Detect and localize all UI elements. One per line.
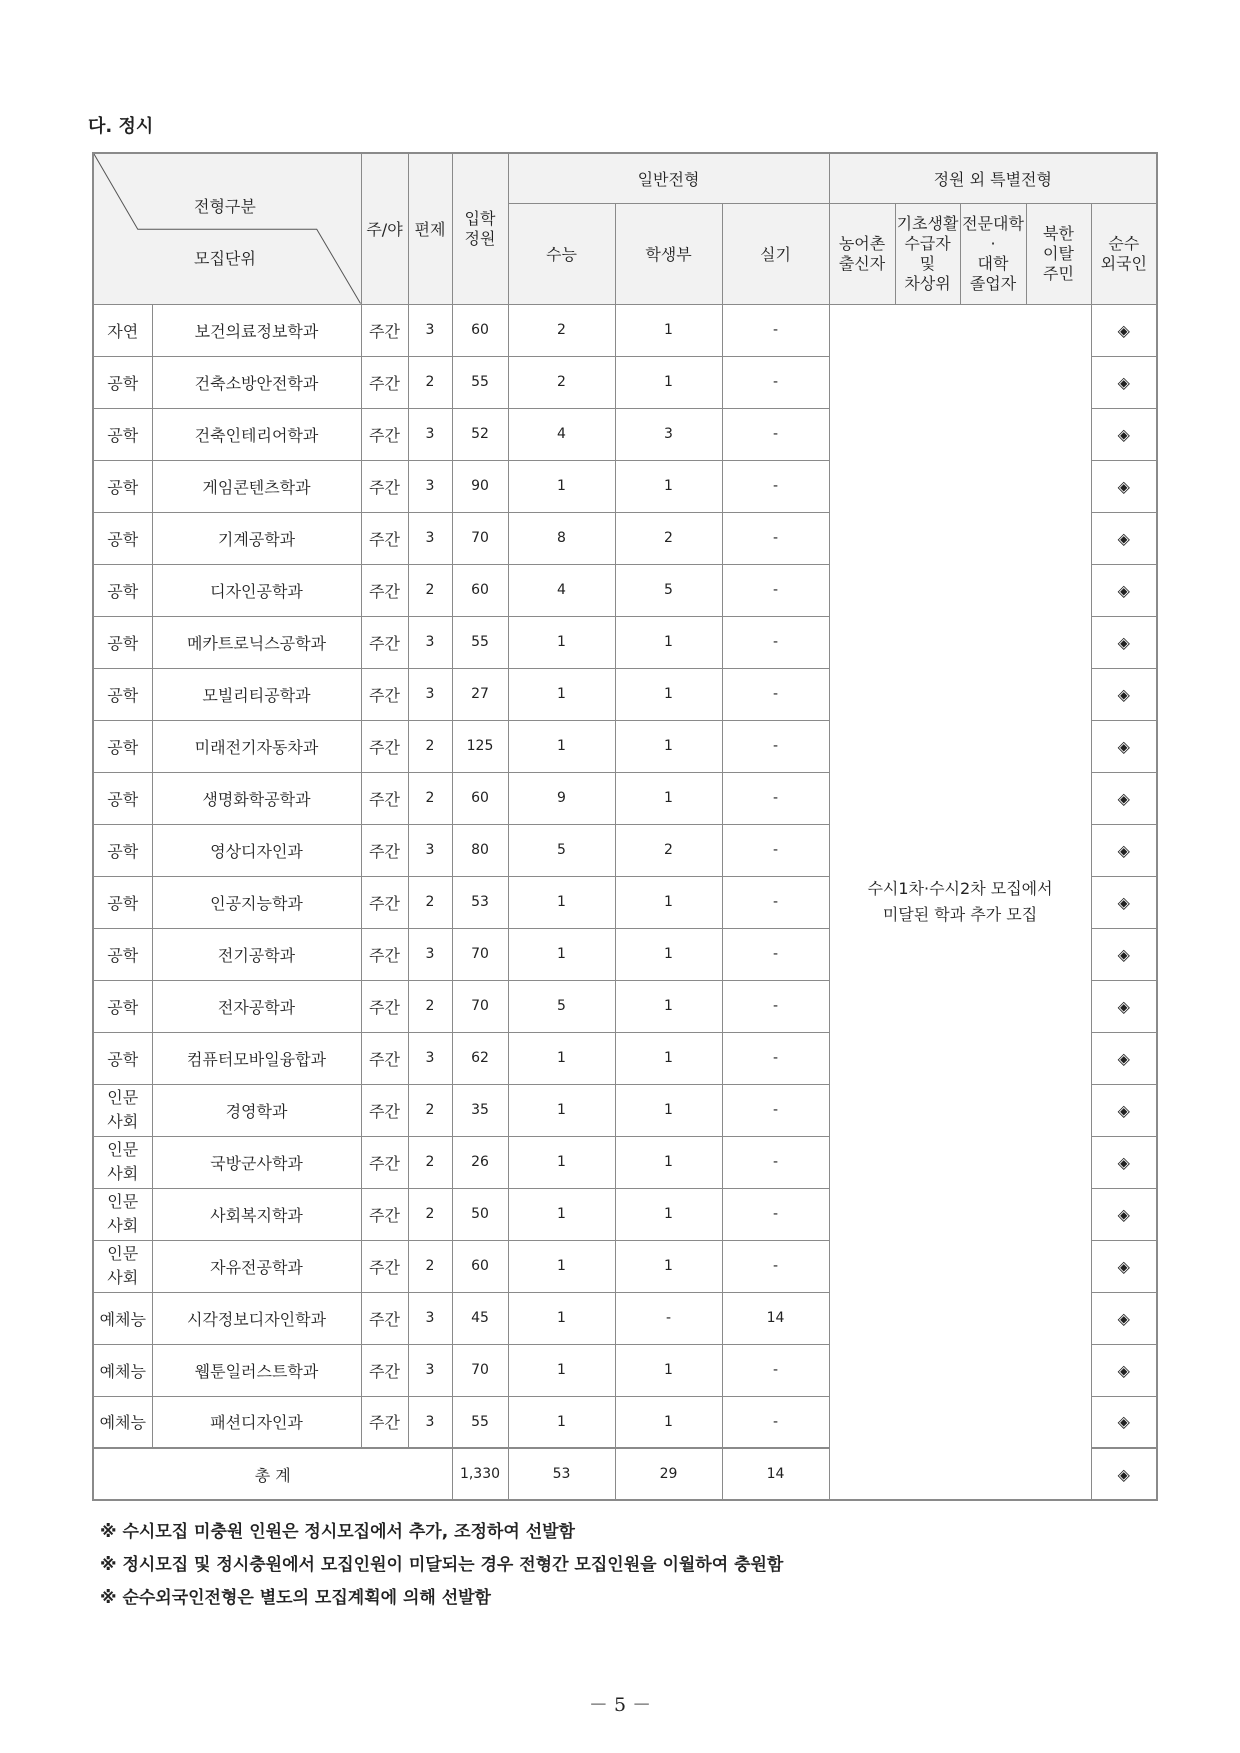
field-cell: 공학	[93, 564, 152, 616]
day-night-cell: 주간	[361, 408, 408, 460]
field-cell: 공학	[93, 408, 152, 460]
foreigner-mark-cell: ◈	[1091, 616, 1157, 668]
day-night-cell: 주간	[361, 1344, 408, 1396]
suneung-cell: 2	[508, 356, 615, 408]
suneung-cell: 1	[508, 928, 615, 980]
day-night-cell: 주간	[361, 512, 408, 564]
department-cell: 영상디자인과	[152, 824, 361, 876]
suneung-cell: 5	[508, 980, 615, 1032]
merged-special-note	[829, 304, 1091, 1500]
header-nk-l3: 주민	[1043, 263, 1074, 283]
department-cell: 경영학과	[152, 1084, 361, 1136]
school-record-cell: 1	[615, 1032, 722, 1084]
field-cell: 공학	[93, 460, 152, 512]
year-system-cell: 3	[408, 1344, 452, 1396]
foreigner-mark-cell: ◈	[1091, 304, 1157, 356]
year-system-cell: 3	[408, 668, 452, 720]
day-night-cell: 주간	[361, 356, 408, 408]
header-foreigner	[1091, 203, 1157, 304]
header-recruitment-unit: 모집단위	[194, 249, 256, 268]
year-system-cell: 3	[408, 1032, 452, 1084]
field-cell: 공학	[93, 668, 152, 720]
suneung-cell: 1	[508, 460, 615, 512]
field-line-1: 인문	[107, 1088, 139, 1107]
practical-cell: -	[722, 1136, 829, 1188]
field-line-1: 인문	[107, 1140, 139, 1159]
capacity-cell: 125	[452, 720, 508, 772]
practical-cell: -	[722, 1084, 829, 1136]
header-capacity	[452, 153, 508, 304]
year-system-cell: 3	[408, 616, 452, 668]
suneung-cell: 1	[508, 668, 615, 720]
suneung-cell: 1	[508, 1032, 615, 1084]
year-system-cell: 2	[408, 1240, 452, 1292]
day-night-cell: 주간	[361, 1032, 408, 1084]
practical-cell: -	[722, 356, 829, 408]
total-capacity: 1,330	[452, 1448, 508, 1500]
total-foreigner-mark: ◈	[1091, 1448, 1157, 1500]
header-rural-l2: 출신자	[838, 253, 886, 273]
year-system-cell: 3	[408, 460, 452, 512]
year-system-cell: 3	[408, 512, 452, 564]
header-year-system: 편제	[408, 153, 452, 304]
school-record-cell: -	[615, 1292, 722, 1344]
header-day-night: 주/야	[361, 153, 408, 304]
capacity-cell: 70	[452, 980, 508, 1032]
capacity-cell: 50	[452, 1188, 508, 1240]
foreigner-mark-cell: ◈	[1091, 356, 1157, 408]
department-cell: 메카트로닉스공학과	[152, 616, 361, 668]
department-cell: 전기공학과	[152, 928, 361, 980]
capacity-cell: 35	[452, 1084, 508, 1136]
header-admission-type: 전형구분	[194, 197, 256, 216]
school-record-cell: 1	[615, 304, 722, 356]
header-college-l4: 졸업자	[969, 273, 1017, 293]
total-practical: 14	[722, 1448, 829, 1500]
header-general: 일반전형	[508, 153, 829, 203]
field-line-1: 인문	[107, 1192, 139, 1211]
capacity-cell: 70	[452, 512, 508, 564]
practical-cell: -	[722, 564, 829, 616]
capacity-cell: 26	[452, 1136, 508, 1188]
department-cell: 인공지능학과	[152, 876, 361, 928]
field-cell: 공학	[93, 720, 152, 772]
header-basic-living	[895, 203, 960, 304]
foreigner-mark-cell: ◈	[1091, 980, 1157, 1032]
day-night-cell: 주간	[361, 720, 408, 772]
suneung-cell: 8	[508, 512, 615, 564]
header-basic-l4: 차상위	[904, 273, 951, 293]
year-system-cell: 3	[408, 824, 452, 876]
year-system-cell: 2	[408, 356, 452, 408]
table-row	[93, 304, 1157, 356]
suneung-cell: 9	[508, 772, 615, 824]
day-night-cell: 주간	[361, 564, 408, 616]
foreigner-mark-cell: ◈	[1091, 1136, 1157, 1188]
header-college-l1: 전문대학	[962, 213, 1024, 233]
year-system-cell: 2	[408, 1084, 452, 1136]
capacity-cell: 60	[452, 1240, 508, 1292]
suneung-cell: 1	[508, 1136, 615, 1188]
header-basic-l3: 및	[919, 253, 936, 273]
field-cell	[93, 1240, 152, 1292]
practical-cell: 14	[722, 1292, 829, 1344]
header-basic-l2: 수급자	[904, 233, 951, 253]
capacity-cell: 70	[452, 928, 508, 980]
year-system-cell: 3	[408, 304, 452, 356]
day-night-cell: 주간	[361, 1240, 408, 1292]
department-cell: 모빌리티공학과	[152, 668, 361, 720]
field-cell	[93, 1188, 152, 1240]
school-record-cell: 1	[615, 928, 722, 980]
capacity-cell: 55	[452, 356, 508, 408]
header-college-l3: 대학	[977, 253, 1009, 273]
department-cell: 생명화학공학과	[152, 772, 361, 824]
field-cell	[93, 1136, 152, 1188]
school-record-cell: 3	[615, 408, 722, 460]
foreigner-mark-cell: ◈	[1091, 1292, 1157, 1344]
total-school-record: 29	[615, 1448, 722, 1500]
school-record-cell: 1	[615, 1344, 722, 1396]
practical-cell: -	[722, 720, 829, 772]
school-record-cell: 5	[615, 564, 722, 616]
field-cell: 공학	[93, 616, 152, 668]
department-cell: 전자공학과	[152, 980, 361, 1032]
capacity-cell: 55	[452, 1396, 508, 1448]
diagonal-header-cell	[93, 153, 361, 304]
year-system-cell: 2	[408, 564, 452, 616]
total-label: 총 계	[93, 1448, 452, 1500]
school-record-cell: 1	[615, 980, 722, 1032]
department-cell: 보건의료정보학과	[152, 304, 361, 356]
practical-cell: -	[722, 1032, 829, 1084]
field-cell: 공학	[93, 980, 152, 1032]
day-night-cell: 주간	[361, 616, 408, 668]
header-nk-l2: 이탈	[1043, 243, 1074, 263]
school-record-cell: 1	[615, 1188, 722, 1240]
capacity-cell: 90	[452, 460, 508, 512]
capacity-cell: 55	[452, 616, 508, 668]
notes	[100, 1516, 783, 1615]
foreigner-mark-cell: ◈	[1091, 772, 1157, 824]
capacity-cell: 70	[452, 1344, 508, 1396]
department-cell: 웹툰일러스트학과	[152, 1344, 361, 1396]
year-system-cell: 3	[408, 1396, 452, 1448]
foreigner-mark-cell: ◈	[1091, 1188, 1157, 1240]
foreigner-mark-cell: ◈	[1091, 1396, 1157, 1448]
admission-table	[92, 152, 1158, 1501]
merged-note-line-1: 수시1차·수시2차 모집에서	[867, 878, 1053, 898]
total-suneung: 53	[508, 1448, 615, 1500]
suneung-cell: 1	[508, 1084, 615, 1136]
merged-note-line-2: 미달된 학과 추가 모집	[882, 904, 1038, 924]
foreigner-mark-cell: ◈	[1091, 1032, 1157, 1084]
foreigner-mark-cell: ◈	[1091, 876, 1157, 928]
suneung-cell: 1	[508, 1344, 615, 1396]
capacity-cell: 52	[452, 408, 508, 460]
header-rural	[829, 203, 895, 304]
field-cell	[93, 1084, 152, 1136]
field-cell: 공학	[93, 824, 152, 876]
field-cell: 공학	[93, 876, 152, 928]
capacity-cell: 80	[452, 824, 508, 876]
day-night-cell: 주간	[361, 1396, 408, 1448]
department-cell: 건축소방안전학과	[152, 356, 361, 408]
field-line-2: 사회	[107, 1164, 139, 1183]
page-number: － 5 －	[588, 1694, 652, 1716]
department-cell: 미래전기자동차과	[152, 720, 361, 772]
section-title: 다. 정시	[88, 116, 154, 137]
school-record-cell: 1	[615, 1396, 722, 1448]
suneung-cell: 1	[508, 1292, 615, 1344]
year-system-cell: 2	[408, 876, 452, 928]
department-cell: 패션디자인과	[152, 1396, 361, 1448]
header-north-korea	[1026, 203, 1091, 304]
year-system-cell: 2	[408, 980, 452, 1032]
day-night-cell: 주간	[361, 876, 408, 928]
year-system-cell: 2	[408, 1188, 452, 1240]
suneung-cell: 1	[508, 1240, 615, 1292]
practical-cell: -	[722, 928, 829, 980]
school-record-cell: 1	[615, 668, 722, 720]
header-special: 정원 외 특별전형	[829, 153, 1157, 203]
header-school-record: 학생부	[615, 203, 722, 304]
note-3: ※ 순수외국인전형은 별도의 모집계획에 의해 선발함	[100, 1588, 491, 1608]
header-basic-l1: 기초생활	[896, 213, 959, 233]
day-night-cell: 주간	[361, 460, 408, 512]
foreigner-mark-cell: ◈	[1091, 460, 1157, 512]
school-record-cell: 1	[615, 1136, 722, 1188]
suneung-cell: 1	[508, 616, 615, 668]
capacity-cell: 62	[452, 1032, 508, 1084]
department-cell: 게임콘텐츠학과	[152, 460, 361, 512]
school-record-cell: 1	[615, 460, 722, 512]
day-night-cell: 주간	[361, 928, 408, 980]
department-cell: 자유전공학과	[152, 1240, 361, 1292]
day-night-cell: 주간	[361, 1136, 408, 1188]
school-record-cell: 2	[615, 512, 722, 564]
field-cell: 예체능	[93, 1292, 152, 1344]
foreigner-mark-cell: ◈	[1091, 512, 1157, 564]
practical-cell: -	[722, 408, 829, 460]
practical-cell: -	[722, 876, 829, 928]
year-system-cell: 3	[408, 928, 452, 980]
day-night-cell: 주간	[361, 1188, 408, 1240]
practical-cell: -	[722, 1240, 829, 1292]
diagonal-line	[94, 154, 361, 304]
field-cell: 예체능	[93, 1344, 152, 1396]
header-practical: 실기	[722, 203, 829, 304]
practical-cell: -	[722, 304, 829, 356]
foreigner-mark-cell: ◈	[1091, 1344, 1157, 1396]
capacity-cell: 60	[452, 772, 508, 824]
header-nk-l1: 북한	[1043, 223, 1074, 243]
suneung-cell: 2	[508, 304, 615, 356]
department-cell: 컴퓨터모바일융합과	[152, 1032, 361, 1084]
day-night-cell: 주간	[361, 304, 408, 356]
department-cell: 시각정보디자인학과	[152, 1292, 361, 1344]
header-rural-l1: 농어촌	[838, 233, 886, 253]
foreigner-mark-cell: ◈	[1091, 928, 1157, 980]
school-record-cell: 2	[615, 824, 722, 876]
day-night-cell: 주간	[361, 772, 408, 824]
header-foreign-l2: 외국인	[1100, 253, 1147, 273]
field-line-1: 인문	[107, 1244, 139, 1263]
suneung-cell: 1	[508, 720, 615, 772]
day-night-cell: 주간	[361, 824, 408, 876]
foreigner-mark-cell: ◈	[1091, 564, 1157, 616]
practical-cell: -	[722, 772, 829, 824]
field-cell: 자연	[93, 304, 152, 356]
table-body	[93, 304, 1157, 1500]
year-system-cell: 3	[408, 1292, 452, 1344]
field-cell: 공학	[93, 928, 152, 980]
practical-cell: -	[722, 1396, 829, 1448]
year-system-cell: 3	[408, 408, 452, 460]
school-record-cell: 1	[615, 720, 722, 772]
field-cell: 공학	[93, 356, 152, 408]
header-college-grad	[960, 203, 1026, 304]
header-capacity-l1: 입학	[464, 208, 496, 228]
practical-cell: -	[722, 824, 829, 876]
capacity-cell: 45	[452, 1292, 508, 1344]
header-suneung: 수능	[508, 203, 615, 304]
practical-cell: -	[722, 1188, 829, 1240]
school-record-cell: 1	[615, 356, 722, 408]
practical-cell: -	[722, 460, 829, 512]
field-cell: 공학	[93, 1032, 152, 1084]
foreigner-mark-cell: ◈	[1091, 668, 1157, 720]
foreigner-mark-cell: ◈	[1091, 408, 1157, 460]
capacity-cell: 27	[452, 668, 508, 720]
day-night-cell: 주간	[361, 980, 408, 1032]
foreigner-mark-cell: ◈	[1091, 720, 1157, 772]
field-cell: 예체능	[93, 1396, 152, 1448]
practical-cell: -	[722, 980, 829, 1032]
suneung-cell: 5	[508, 824, 615, 876]
practical-cell: -	[722, 668, 829, 720]
department-cell: 기계공학과	[152, 512, 361, 564]
foreigner-mark-cell: ◈	[1091, 1240, 1157, 1292]
department-cell: 디자인공학과	[152, 564, 361, 616]
practical-cell: -	[722, 512, 829, 564]
year-system-cell: 2	[408, 772, 452, 824]
suneung-cell: 4	[508, 408, 615, 460]
field-cell: 공학	[93, 512, 152, 564]
suneung-cell: 1	[508, 1188, 615, 1240]
field-line-2: 사회	[107, 1216, 139, 1235]
day-night-cell: 주간	[361, 1084, 408, 1136]
department-cell: 국방군사학과	[152, 1136, 361, 1188]
capacity-cell: 60	[452, 304, 508, 356]
suneung-cell: 1	[508, 876, 615, 928]
school-record-cell: 1	[615, 772, 722, 824]
year-system-cell: 2	[408, 720, 452, 772]
year-system-cell: 2	[408, 1136, 452, 1188]
day-night-cell: 주간	[361, 1292, 408, 1344]
school-record-cell: 1	[615, 616, 722, 668]
foreigner-mark-cell: ◈	[1091, 824, 1157, 876]
foreigner-mark-cell: ◈	[1091, 1084, 1157, 1136]
school-record-cell: 1	[615, 1240, 722, 1292]
header-foreign-l1: 순수	[1108, 233, 1140, 253]
day-night-cell: 주간	[361, 668, 408, 720]
note-1: ※ 수시모집 미충원 인원은 정시모집에서 추가, 조정하여 선발함	[100, 1522, 575, 1542]
department-cell: 사회복지학과	[152, 1188, 361, 1240]
school-record-cell: 1	[615, 876, 722, 928]
header-college-l2: ·	[990, 233, 996, 253]
capacity-cell: 60	[452, 564, 508, 616]
practical-cell: -	[722, 1344, 829, 1396]
header-capacity-l2: 정원	[464, 228, 496, 248]
department-cell: 건축인테리어학과	[152, 408, 361, 460]
field-cell: 공학	[93, 772, 152, 824]
capacity-cell: 53	[452, 876, 508, 928]
school-record-cell: 1	[615, 1084, 722, 1136]
suneung-cell: 4	[508, 564, 615, 616]
suneung-cell: 1	[508, 1396, 615, 1448]
field-line-2: 사회	[107, 1268, 139, 1287]
practical-cell: -	[722, 616, 829, 668]
field-line-2: 사회	[107, 1112, 139, 1131]
note-2: ※ 정시모집 및 정시충원에서 모집인원이 미달되는 경우 전형간 모집인원을 이월하여 충원함	[100, 1555, 784, 1575]
